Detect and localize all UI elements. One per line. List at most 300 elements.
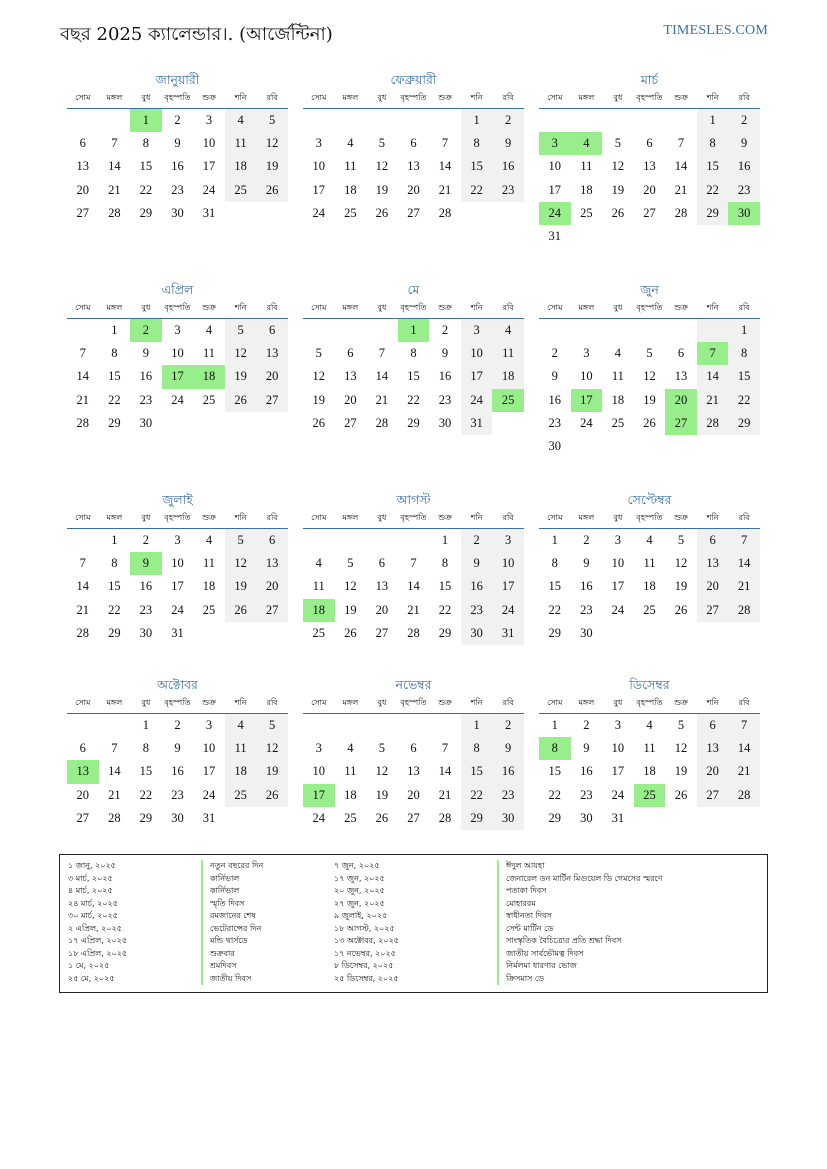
holiday-day-cell: 30 [728,202,760,225]
day-cell: 24 [312,810,326,825]
day-cell: 14 [674,159,688,174]
day-cell: 20 [407,182,420,197]
day-cell: 28 [76,415,90,430]
day-cell: 21 [438,182,452,197]
empty-cell [602,319,634,342]
day-cell: 28 [407,625,420,640]
empty-cell [665,622,697,645]
holiday-legend [59,854,768,993]
day-cell: 9 [441,346,449,361]
week-row [539,319,760,342]
holiday-day-cell: 25 [634,784,666,807]
holiday-date: ১৭ নভেম্বর, ২০২৫ [334,948,396,958]
day-cell: 16 [580,764,593,779]
weekend-day-cell: 16 [492,760,524,783]
day-cell: 7 [111,136,118,151]
day-cell: 6 [79,741,86,756]
empty-cell [728,435,760,458]
holiday-date: ১ মে, ২০২৫ [68,961,110,970]
month-block [539,280,760,458]
day-cell: 10 [548,159,562,174]
weekend-day-cell: 2 [461,529,493,552]
day-cell: 9 [142,346,150,361]
day-cell: 6 [410,136,417,151]
holiday-date: ২৫ মে, ২০২৫ [68,973,115,983]
month-block [539,70,760,248]
day-cell: 19 [344,602,357,617]
day-cell: 16 [139,369,153,384]
empty-cell [697,622,729,645]
holiday-name: ভেটেরান্সের দিন [201,923,263,936]
day-cell: 2 [551,346,558,361]
week-row [303,784,524,807]
week-row [67,784,288,807]
empty-cell [697,225,729,248]
day-cell: 18 [344,787,357,802]
day-cell: 23 [139,392,153,407]
month-name: সেপ্টেম্বর [627,492,672,507]
week-row [303,760,524,783]
day-cell: 8 [111,556,118,571]
week-row [303,155,524,178]
day-cell: 31 [611,810,625,825]
day-cell: 25 [344,810,357,825]
weekend-day-cell: 7 [728,714,760,737]
day-cell: 30 [580,625,593,640]
weekday-label: রবি [738,513,750,522]
day-cell: 23 [171,787,184,802]
day-cell: 25 [202,392,216,407]
month-name: জুলাই [162,492,193,507]
weekend-day-cell: 2 [492,714,524,737]
weekday-label: বুধ [377,513,387,522]
day-cell: 13 [344,369,357,384]
day-cell: 22 [139,787,153,802]
day-cell: 9 [174,741,181,756]
holiday-date: ৩ মার্চ, ২০২৫ [68,873,113,883]
day-cell: 21 [76,602,90,617]
month-name: আগস্ট [396,492,431,507]
day-cell: 13 [76,159,90,174]
day-cell: 12 [611,159,625,174]
weekday-header [539,695,760,714]
weekday-header [303,300,524,319]
week-row [303,365,524,388]
day-cell: 7 [111,741,118,756]
day-cell: 14 [76,369,90,384]
day-cell: 15 [108,579,121,594]
week-row [539,155,760,178]
day-cell: 20 [407,787,420,802]
day-cell: 12 [674,556,688,571]
weekend-day-cell: 23 [492,784,524,807]
day-cell: 28 [108,205,121,220]
day-cell: 30 [139,625,153,640]
weekday-label: সোম [311,93,327,102]
day-cell: 25 [312,625,326,640]
weekday-label: শুক্র [438,513,452,522]
weekend-day-cell: 8 [697,132,729,155]
weekday-label: বৃহস্পতি [636,698,663,707]
weekend-day-cell: 6 [697,714,729,737]
weekend-day-cell: 30 [492,807,524,830]
day-cell: 12 [344,579,357,594]
holiday-day-cell: 25 [492,389,524,412]
day-cell: 28 [76,625,90,640]
weekday-header [303,510,524,529]
day-cell: 7 [441,741,449,756]
weekday-label: শনি [706,303,719,312]
empty-cell [665,109,697,132]
holiday-name: কার্নিভাল [201,873,263,886]
brand-logo[interactable]: TIMESLES.COM [663,23,768,38]
weekday-label: বৃহস্পতি [400,698,427,707]
weekend-day-cell: 19 [225,365,257,388]
holiday-date: ২ এপ্রিল, ২০২৫ [68,923,122,933]
day-cell: 31 [548,228,562,243]
day-cell: 23 [171,182,184,197]
day-cell: 1 [111,533,118,547]
month-name: ডিসেম্বর [629,677,670,692]
holiday-date: ১৭ এপ্রিল, ২০২৫ [68,936,128,945]
day-cell: 6 [378,556,386,571]
empty-cell [193,622,225,645]
weekend-day-cell: 31 [461,412,493,435]
day-cell: 6 [646,136,653,151]
week-row [67,202,288,225]
empty-cell [602,225,634,248]
holiday-day-cell: 4 [571,132,603,155]
weekend-day-cell: 10 [492,552,524,575]
empty-cell [665,435,697,458]
month-name: অক্টোবর [157,677,198,692]
day-cell: 22 [548,787,562,802]
day-cell: 30 [438,415,452,430]
empty-cell [571,319,603,342]
day-cell: 29 [108,415,121,430]
holiday-name: সেন্ট মার্টিন ডে [497,923,663,936]
week-row [303,319,524,342]
empty-cell [366,529,398,552]
weekend-day-cell: 23 [728,179,760,202]
day-cell: 17 [312,182,326,197]
holiday-day-cell: 24 [539,202,571,225]
weekday-label: বৃহস্পতি [164,698,191,707]
weekday-label: মঙ্গল [106,698,123,707]
day-cell: 19 [312,392,326,407]
empty-cell [728,807,760,830]
weekday-label: মঙ্গল [106,303,123,312]
weekday-label: শনি [470,93,483,102]
day-cell: 16 [580,579,593,594]
holiday-date: ২০ জুন, ২০২৫ [334,886,385,895]
weekday-label: মঙ্গল [578,93,595,102]
weekend-day-cell: 8 [461,132,493,155]
day-cell: 5 [347,556,354,571]
weekend-day-cell: 3 [492,529,524,552]
day-cell: 5 [677,533,685,547]
weekend-day-cell: 13 [256,552,288,575]
day-cell: 9 [583,556,590,571]
weekend-day-cell: 15 [728,365,760,388]
day-cell: 29 [548,625,562,640]
day-cell: 10 [580,369,593,384]
day-cell: 19 [674,764,688,779]
week-row [303,552,524,575]
day-cell: 13 [643,159,656,174]
weekend-day-cell: 8 [461,737,493,760]
weekday-header [539,90,760,109]
weekend-day-cell: 12 [225,342,257,365]
weekend-day-cell: 16 [728,155,760,178]
day-cell: 12 [375,764,389,779]
day-cell: 18 [611,392,625,407]
weekday-label: বুধ [377,698,387,707]
day-cell: 29 [108,625,121,640]
weekend-day-cell: 29 [697,202,729,225]
empty-cell [571,435,603,458]
empty-cell [303,529,335,552]
week-row [67,807,288,830]
day-cell: 4 [315,556,322,571]
weekday-header [303,90,524,109]
day-cell: 21 [674,182,688,197]
day-cell: 15 [548,764,562,779]
weekend-day-cell: 3 [461,319,493,342]
holiday-name: জেনারেল ডন মার্টিন মিগুয়েল ডি গেমসের স্মরণে [497,873,663,886]
weekend-day-cell: 8 [728,342,760,365]
weekday-label: শুক্র [674,93,688,102]
empty-cell [67,319,99,342]
empty-cell [492,202,524,225]
week-row [67,319,288,342]
week-row [539,807,760,830]
day-cell: 10 [202,136,216,151]
weekday-label: শনি [470,303,483,312]
weekend-day-cell: 28 [728,599,760,622]
weekday-label: সোম [75,93,91,102]
day-cell: 21 [76,392,90,407]
holiday-date: ২৪ মার্চ, ২০২৫ [68,898,118,908]
weekend-day-cell: 25 [225,784,257,807]
weekday-label: শনি [234,698,247,707]
weekend-day-cell: 13 [256,342,288,365]
month-block [539,490,760,645]
day-cell: 9 [174,136,181,151]
day-cell: 7 [677,136,685,151]
weekday-label: শুক্র [674,303,688,312]
weekend-day-cell: 6 [256,529,288,552]
weekend-day-cell: 22 [461,784,493,807]
weekend-day-cell: 12 [256,132,288,155]
week-row [303,132,524,155]
holiday-name: নির্মলমা ধারণার ভোজ [497,960,663,973]
day-cell: 3 [205,113,213,127]
week-row [67,155,288,178]
day-cell: 18 [580,182,593,197]
weekday-label: বৃহস্পতি [400,93,427,102]
weekday-label: বুধ [613,698,623,707]
weekend-day-cell: 15 [461,155,493,178]
empty-cell [193,412,225,435]
weekday-label: বুধ [141,303,151,312]
empty-cell [256,202,288,225]
weekend-day-cell: 5 [256,714,288,737]
empty-cell [429,714,461,737]
weekend-day-cell: 20 [697,760,729,783]
day-cell: 30 [548,438,562,453]
week-row [303,529,524,552]
weekday-label: বৃহস্পতি [636,303,663,312]
day-cell: 26 [344,625,357,640]
day-cell: 2 [142,533,150,547]
week-row [539,529,760,552]
weekend-day-cell: 9 [492,737,524,760]
day-cell: 23 [438,392,452,407]
weekend-day-cell: 17 [492,575,524,598]
weekend-day-cell: 22 [697,179,729,202]
empty-cell [429,109,461,132]
empty-cell [99,109,131,132]
day-cell: 14 [438,764,452,779]
weekend-day-cell: 21 [697,389,729,412]
holiday-day-cell: 1 [398,319,430,342]
week-row [303,412,524,435]
weekday-label: মঙ্গল [342,93,359,102]
weekend-day-cell: 2 [728,109,760,132]
holiday-day-cell: 18 [193,365,225,388]
weekday-label: শুক্র [674,698,688,707]
holiday-day-cell: 27 [665,412,697,435]
day-cell: 11 [643,741,656,756]
legend-names-left [201,860,263,985]
day-cell: 12 [375,159,389,174]
weekday-label: মঙ্গল [342,513,359,522]
day-cell: 29 [438,625,452,640]
day-cell: 16 [548,392,562,407]
day-cell: 3 [583,346,590,361]
empty-cell [162,412,194,435]
weekend-day-cell: 21 [728,760,760,783]
weekend-day-cell: 11 [492,342,524,365]
week-row [539,342,760,365]
month-block [67,675,288,830]
day-cell: 11 [580,159,593,174]
month-block [67,70,288,225]
page-title: বছর 2025 ক্যালেন্ডার।. (আর্জেন্টিনা) [60,24,333,45]
weekend-day-cell: 25 [225,179,257,202]
weekday-label: বুধ [377,93,387,102]
day-cell: 29 [548,810,562,825]
day-cell: 14 [108,764,121,779]
weekend-day-cell: 27 [697,599,729,622]
day-cell: 18 [202,579,216,594]
holiday-name: রমজানের শেষ [201,910,263,923]
day-cell: 6 [677,346,685,361]
weekday-label: সোম [547,698,563,707]
weekend-day-cell: 6 [697,529,729,552]
day-cell: 18 [344,182,357,197]
day-cell: 17 [611,764,625,779]
weekday-label: শনি [706,513,719,522]
holiday-day-cell: 17 [303,784,335,807]
day-cell: 27 [407,810,420,825]
month-block [303,490,524,645]
day-cell: 28 [108,810,121,825]
legend-names-right [497,860,663,985]
weekday-label: রবি [266,93,278,102]
weekday-header [67,510,288,529]
weekday-label: সোম [75,698,91,707]
empty-cell [398,109,430,132]
day-cell: 5 [378,136,386,151]
week-row [67,737,288,760]
day-cell: 5 [315,346,322,361]
weekend-day-cell: 19 [256,760,288,783]
day-cell: 23 [580,787,593,802]
day-cell: 17 [202,159,216,174]
holiday-name: কার্নিভাল [201,885,263,898]
week-row [303,599,524,622]
empty-cell [225,622,257,645]
week-row [67,132,288,155]
day-cell: 20 [76,182,90,197]
weekend-day-cell: 1 [697,109,729,132]
day-cell: 26 [312,415,326,430]
holiday-day-cell: 2 [130,319,162,342]
day-cell: 19 [375,182,389,197]
day-cell: 4 [205,323,213,337]
day-cell: 10 [611,741,625,756]
weekday-header [67,695,288,714]
empty-cell [366,714,398,737]
empty-cell [303,109,335,132]
weekend-day-cell: 1 [461,109,493,132]
day-cell: 21 [108,787,121,802]
empty-cell [335,529,367,552]
empty-cell [461,202,493,225]
week-row [303,737,524,760]
week-row [67,179,288,202]
day-cell: 29 [139,205,153,220]
day-cell: 22 [108,392,121,407]
empty-cell [335,109,367,132]
weekend-day-cell: 22 [728,389,760,412]
day-cell: 28 [438,205,452,220]
week-row [67,389,288,412]
weekend-day-cell: 15 [697,155,729,178]
day-cell: 15 [139,764,153,779]
week-row [67,575,288,598]
month-block [67,490,288,645]
week-row [539,225,760,248]
weekday-label: বৃহস্পতি [400,303,427,312]
day-cell: 19 [611,182,625,197]
day-cell: 22 [407,392,420,407]
weekend-day-cell: 29 [728,412,760,435]
empty-cell [571,225,603,248]
weekend-day-cell: 10 [461,342,493,365]
empty-cell [335,319,367,342]
weekend-day-cell: 5 [225,319,257,342]
weekend-day-cell: 6 [256,319,288,342]
weekday-label: মঙ্গল [578,303,595,312]
week-row [539,552,760,575]
day-cell: 26 [375,205,389,220]
week-row [303,575,524,598]
day-cell: 25 [643,602,656,617]
weekend-day-cell: 20 [256,365,288,388]
